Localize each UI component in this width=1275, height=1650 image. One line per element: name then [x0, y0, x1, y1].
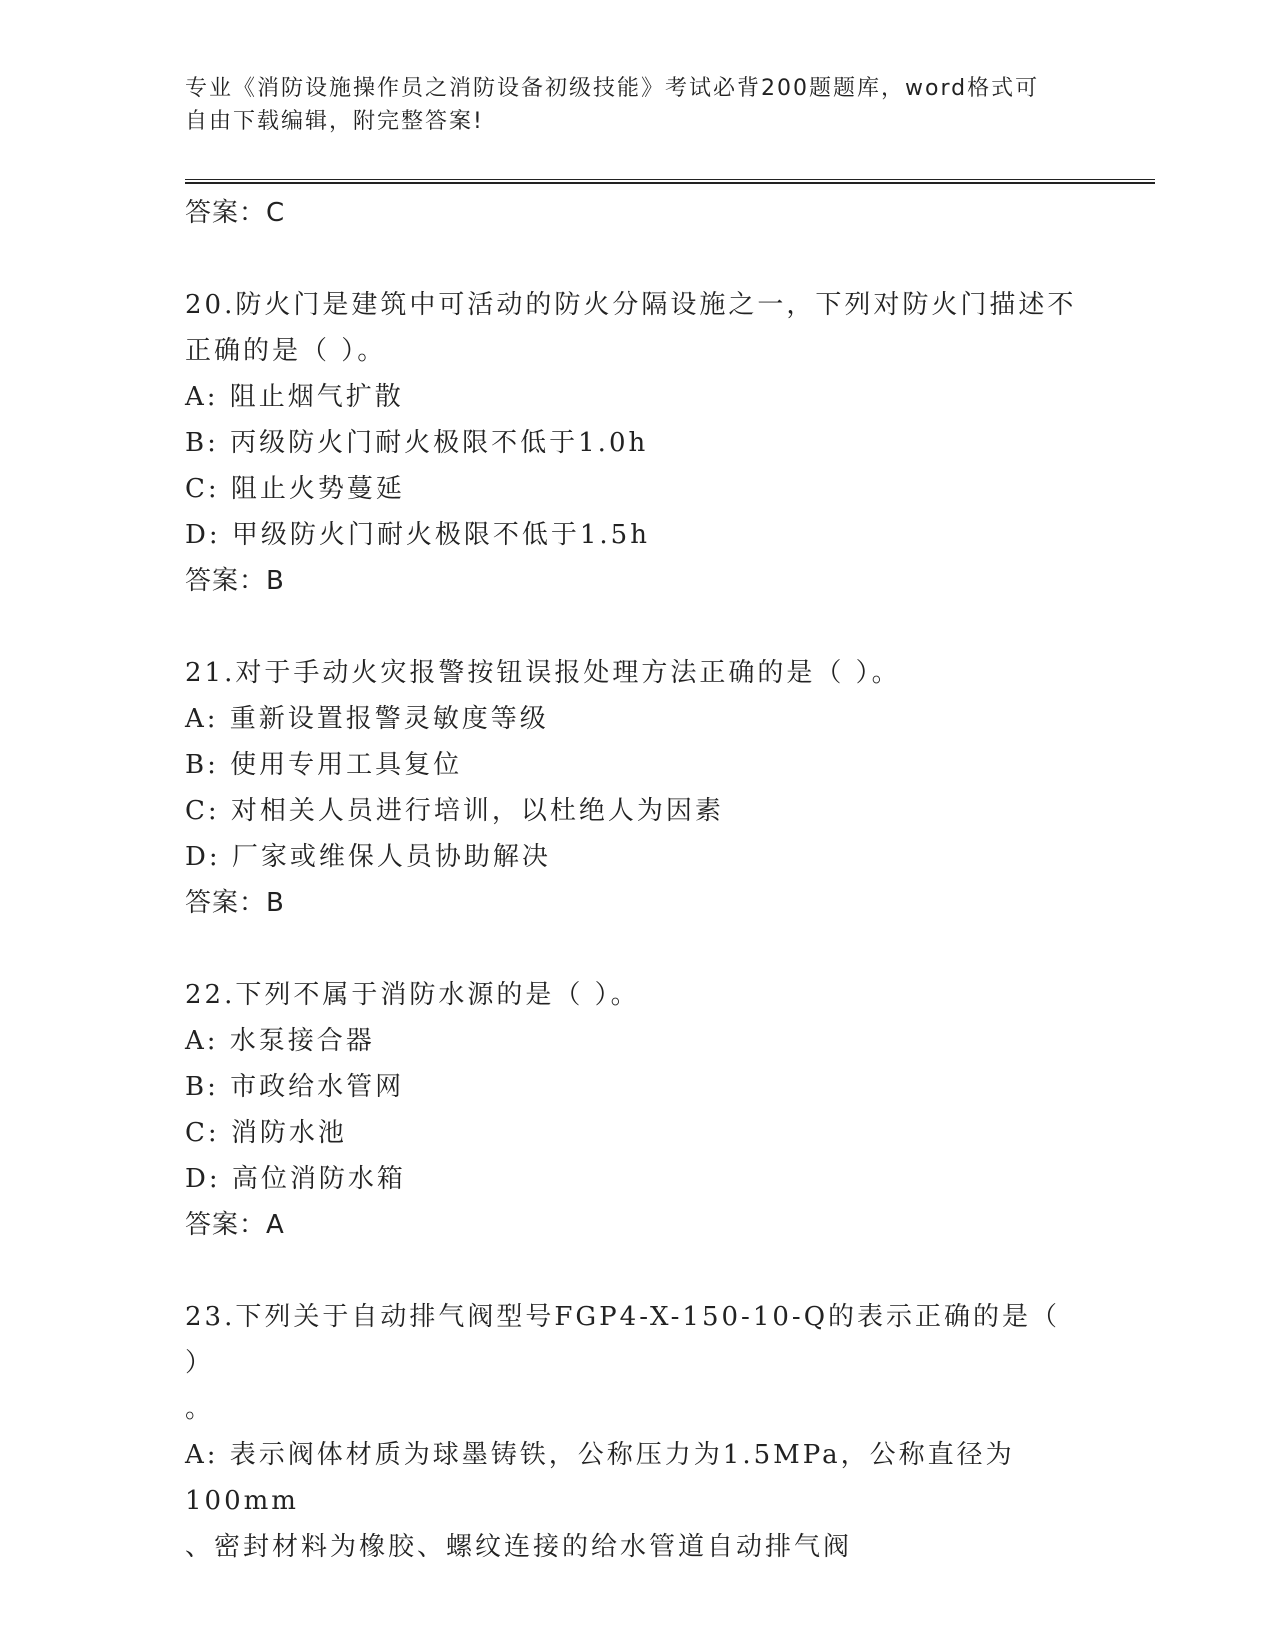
option-a [185, 1432, 1085, 1570]
question-23 [185, 1294, 1085, 1570]
answer-label: 答案：A [185, 1210, 285, 1240]
question-20 [185, 282, 1085, 604]
question-stem [185, 972, 1085, 1018]
question-stem-line: 23.下列关于自动排气阀型号FGP4-X-150-10-Q的表示正确的是（ ） [185, 1302, 1061, 1378]
option-a: A: 阻止烟气扩散 [185, 382, 404, 412]
question-list [185, 190, 1085, 1570]
option-b: B: 丙级防火门耐火极限不低于1.0h [185, 428, 649, 458]
option-d: D: 高位消防水箱 [185, 1164, 406, 1194]
option-a-line: A: 表示阀体材质为球墨铸铁，公称压力为1.5MPa，公称直径为100mm [185, 1440, 1015, 1516]
question-stem-line: 正确的是（ ）。 [185, 336, 387, 366]
option-d: D: 厂家或维保人员协助解决 [185, 842, 551, 872]
option-c: C: 对相关人员进行培训，以杜绝人为因素 [185, 796, 724, 826]
document-header [185, 72, 1065, 138]
option-a: A: 重新设置报警灵敏度等级 [185, 704, 549, 734]
option-b: B: 使用专用工具复位 [185, 750, 463, 780]
option-a: A: 水泵接合器 [185, 1026, 375, 1056]
option-c: C: 阻止火势蔓延 [185, 474, 405, 504]
answer-label: 答案：B [185, 566, 285, 596]
question-stem-line: 20.防火门是建筑中可活动的防火分隔设施之一，下列对防火门描述不 [185, 290, 1077, 320]
question-stem-line: 22.下列不属于消防水源的是（ ）。 [185, 980, 640, 1010]
question-21 [185, 650, 1085, 926]
question-stem [185, 1294, 1085, 1432]
header-divider-thick [185, 182, 1155, 184]
header-divider-thin [185, 179, 1155, 180]
header-line-2: 自由下载编辑，附完整答案! [185, 109, 484, 134]
header-line-1: 专业《消防设施操作员之消防设备初级技能》考试必背200题题库，word格式可 [185, 76, 1040, 101]
option-c: C: 消防水池 [185, 1118, 347, 1148]
question-stem [185, 282, 1085, 374]
answer-label: 答案：B [185, 888, 285, 918]
answer-label: 答案：C [185, 198, 286, 228]
option-b: B: 市政给水管网 [185, 1072, 405, 1102]
question-stem [185, 650, 1085, 696]
option-a-line: 、密封材料为橡胶、螺纹连接的给水管道自动排气阀 [185, 1532, 853, 1562]
option-d: D: 甲级防火门耐火极限不低于1.5h [185, 520, 650, 550]
question-stem-line: 21.对于手动火灾报警按钮误报处理方法正确的是（ ）。 [185, 658, 901, 688]
question-22 [185, 972, 1085, 1248]
question-stem-line: 。 [185, 1394, 215, 1424]
